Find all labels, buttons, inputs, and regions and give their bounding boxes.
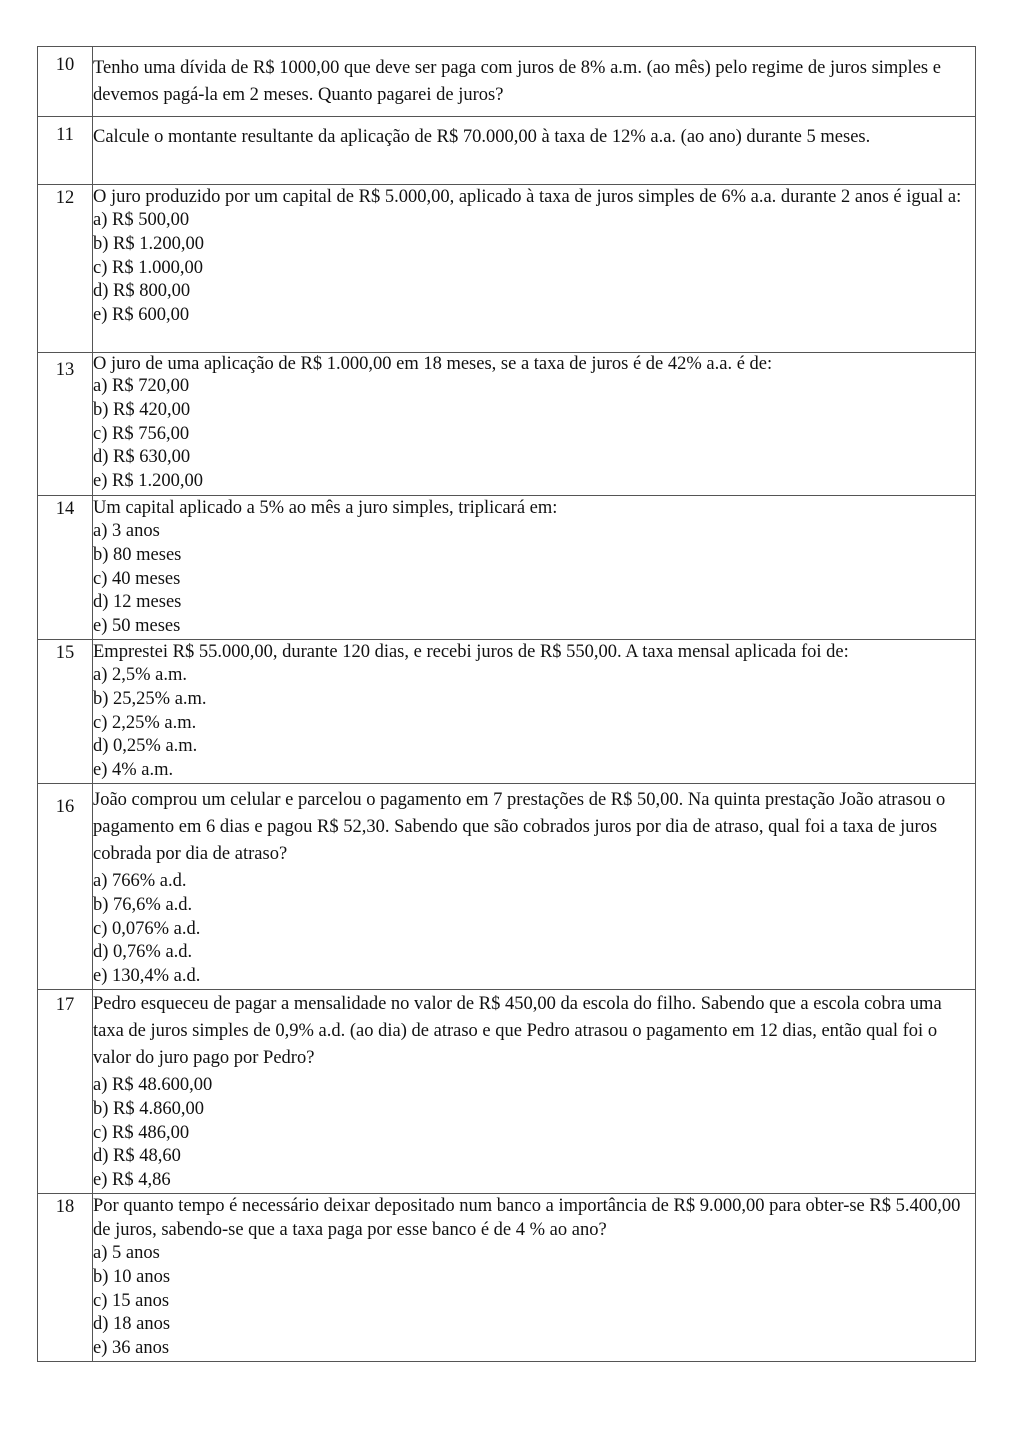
option-b: b) R$ 420,00	[93, 399, 191, 420]
question-body	[93, 1193, 976, 1361]
option-c: c) R$ 756,00	[93, 423, 190, 444]
option-e: e) 50 meses	[93, 616, 181, 637]
option-c: c) 15 anos	[93, 1290, 170, 1311]
question-number: 16	[38, 783, 93, 989]
option-e: e) R$ 1.200,00	[93, 471, 203, 492]
question-text: Tenho uma dívida de R$ 1000,00 que deve ser paga com juros de 8% a.m. (ao mês) pelo regime de juros simples e devemos pagá-la em 2 meses. Quanto pagarei de juros?	[93, 58, 941, 105]
question-text: O juro de uma aplicação de R$ 1.000,00 em 18 meses, se a taxa de juros é de 42% a.a. é de:	[93, 354, 773, 374]
option-d: d) 18 anos	[93, 1314, 171, 1335]
option-e: e) 130,4% a.d.	[93, 966, 201, 987]
options-list	[93, 209, 975, 328]
option-a: a) 2,5% a.m.	[93, 664, 188, 685]
options-list	[93, 520, 975, 639]
question-number: 11	[38, 117, 93, 185]
options-list	[93, 375, 975, 494]
option-d: d) R$ 800,00	[93, 281, 191, 302]
option-e: e) 36 anos	[93, 1338, 170, 1359]
question-row	[38, 353, 976, 496]
option-c: c) 2,25% a.m.	[93, 712, 197, 733]
option-a: a) R$ 500,00	[93, 210, 190, 230]
option-d: d) R$ 630,00	[93, 447, 191, 468]
options-list	[93, 664, 975, 783]
option-b: b) 25,25% a.m.	[93, 688, 207, 709]
question-text: Um capital aplicado a 5% ao mês a juro simples, triplicará em:	[93, 498, 558, 518]
question-number: 13	[38, 353, 93, 496]
question-row	[38, 783, 976, 989]
option-c: c) 40 meses	[93, 568, 181, 589]
questions-table	[37, 46, 976, 1362]
option-b: b) 76,6% a.d.	[93, 894, 193, 915]
option-d: d) 0,25% a.m.	[93, 736, 198, 757]
option-a: a) 766% a.d.	[93, 870, 187, 891]
option-d: d) R$ 48,60	[93, 1146, 181, 1167]
option-c: c) R$ 486,00	[93, 1122, 190, 1143]
question-text: Pedro esqueceu de pagar a mensalidade no valor de R$ 450,00 da escola do filho. Sabendo que a escola cobra uma taxa de juros simples de 0,9% a.d. (ao dia) de atraso e que Pedro atrasou o pagamento em 12 dias, então qual foi o valor do juro pago por Pedro?	[93, 993, 942, 1068]
option-e: e) 4% a.m.	[93, 760, 174, 781]
option-d: d) 12 meses	[93, 592, 182, 613]
option-a: a) R$ 720,00	[93, 376, 190, 396]
question-number: 17	[38, 989, 93, 1193]
option-e: e) R$ 600,00	[93, 305, 190, 326]
question-number: 15	[38, 639, 93, 783]
question-body	[93, 117, 976, 185]
question-body	[93, 185, 976, 353]
question-row	[38, 47, 976, 117]
question-number: 18	[38, 1193, 93, 1361]
option-c: c) 0,076% a.d.	[93, 918, 201, 939]
question-body	[93, 496, 976, 640]
option-b: b) 10 anos	[93, 1266, 171, 1287]
question-body	[93, 639, 976, 783]
question-body	[93, 989, 976, 1193]
option-a: a) 3 anos	[93, 521, 160, 541]
question-text: João comprou um celular e parcelou o pagamento em 7 prestações de R$ 50,00. Na quinta prestação João atrasou o pagamento em 6 dias e pagou R$ 52,30. Sabendo que são cobrados juros por dia de atraso, qual foi a taxa de juros cobrada por dia de atraso?	[93, 789, 946, 864]
question-text: O juro produzido por um capital de R$ 5.000,00, aplicado à taxa de juros simples de 6% a.a. durante 2 anos é igual a:	[93, 187, 962, 207]
question-number: 10	[38, 47, 93, 117]
option-a: a) 5 anos	[93, 1242, 160, 1263]
question-body	[93, 47, 976, 117]
question-number: 12	[38, 185, 93, 353]
question-number: 14	[38, 496, 93, 640]
question-row	[38, 117, 976, 185]
option-b: b) R$ 4.860,00	[93, 1098, 204, 1119]
question-body	[93, 783, 976, 989]
question-text: Por quanto tempo é necessário deixar depositado num banco a importância de R$ 9.000,00 para obter-se R$ 5.400,00 de juros, sabendo-se que a taxa paga por esse banco é de 4 % ao ano?	[93, 1195, 961, 1240]
option-e: e) R$ 4,86	[93, 1170, 171, 1191]
options-list	[93, 870, 975, 989]
question-row	[38, 185, 976, 353]
question-text: Emprestei R$ 55.000,00, durante 120 dias, e recebi juros de R$ 550,00. A taxa mensal aplicada foi de:	[93, 641, 849, 662]
question-row	[38, 989, 976, 1193]
option-a: a) R$ 48.600,00	[93, 1074, 213, 1095]
option-b: b) 80 meses	[93, 544, 182, 565]
question-row	[38, 496, 976, 640]
question-text: Calcule o montante resultante da aplicação de R$ 70.000,00 à taxa de 12% a.a. (ao ano) durante 5 meses.	[93, 127, 871, 147]
option-c: c) R$ 1.000,00	[93, 257, 203, 278]
question-row	[38, 639, 976, 783]
option-b: b) R$ 1.200,00	[93, 233, 204, 254]
question-body	[93, 353, 976, 496]
options-list	[93, 1074, 975, 1193]
option-d: d) 0,76% a.d.	[93, 942, 193, 963]
question-row	[38, 1193, 976, 1361]
options-list	[93, 1242, 975, 1361]
